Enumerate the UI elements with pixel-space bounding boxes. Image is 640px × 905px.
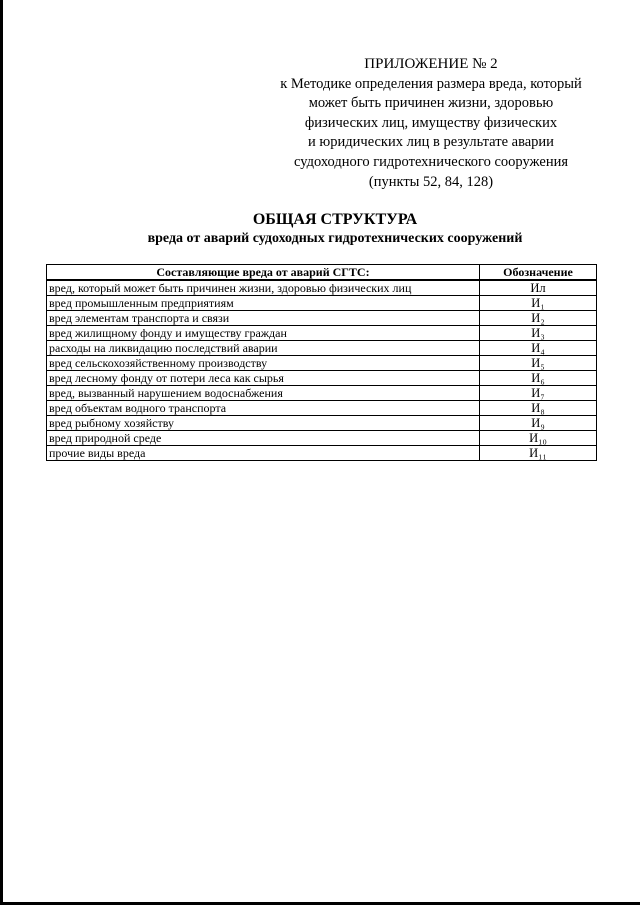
designation-cell: И₉ (480, 416, 597, 431)
table-row (47, 326, 597, 341)
table-row (47, 371, 597, 386)
component-cell: вред объектам водного транспорта (47, 401, 480, 416)
component-cell: вред жилищному фонду и имуществу граждан (47, 326, 480, 341)
designation-cell: И₆ (480, 371, 597, 386)
designation-cell: И₂ (480, 311, 597, 326)
table-row (47, 386, 597, 401)
designation-cell: И₇ (480, 386, 597, 401)
table-row (47, 341, 597, 356)
component-cell: вред природной среде (47, 431, 480, 446)
appendix-line: физических лиц, имуществу физических (304, 114, 558, 131)
document-title: ОБЩАЯ СТРУКТУРА (252, 211, 418, 228)
column-header-designation: Обозначение (480, 265, 597, 281)
appendix-line: может быть причинен жизни, здоровью (308, 95, 554, 112)
column-header-components: Составляющие вреда от аварий СГТС: (47, 265, 480, 281)
designation-cell: И₁ (480, 296, 597, 311)
appendix-line: к Методике определения размера вреда, который (280, 75, 582, 92)
document-subtitle: вреда от аварий судоходных гидротехнических сооружений (147, 231, 523, 246)
table-row (47, 431, 597, 446)
component-cell: вред лесному фонду от потери леса как сырья (47, 371, 480, 386)
component-cell: вред рыбному хозяйству (47, 416, 480, 431)
component-cell: прочие виды вреда (47, 446, 480, 461)
table-row (47, 401, 597, 416)
harm-structure-table (46, 264, 597, 461)
designation-cell: И₄ (480, 341, 597, 356)
table-row (47, 416, 597, 431)
component-cell: вред, который может быть причинен жизни, здоровью физических лиц (47, 280, 480, 296)
designation-cell: И₅ (480, 356, 597, 371)
table-row (47, 280, 597, 296)
table-header-row (47, 265, 597, 281)
designation-cell: И₁₀ (480, 431, 597, 446)
appendix-line: судоходного гидротехнического сооружения (293, 153, 569, 170)
component-cell: вред промышленным предприятиям (47, 296, 480, 311)
component-cell: вред элементам транспорта и связи (47, 311, 480, 326)
table-row (47, 446, 597, 461)
page-edge-left (0, 0, 3, 905)
document-heading (40, 210, 630, 248)
table-row (47, 296, 597, 311)
component-cell: расходы на ликвидацию последствий аварии (47, 341, 480, 356)
designation-cell: И₃ (480, 326, 597, 341)
table-row (47, 311, 597, 326)
component-cell: вред сельскохозяйственному производству (47, 356, 480, 371)
designation-cell: И₈ (480, 401, 597, 416)
appendix-line: (пункты 52, 84, 128) (368, 173, 494, 190)
appendix-title: ПРИЛОЖЕНИЕ № 2 (364, 56, 498, 72)
designation-cell: И₁₁ (480, 446, 597, 461)
appendix-block (255, 55, 607, 192)
designation-cell: Ил (480, 280, 597, 296)
component-cell: вред, вызванный нарушением водоснабжения (47, 386, 480, 401)
table-row (47, 356, 597, 371)
appendix-line: и юридических лиц в результате аварии (308, 134, 554, 151)
